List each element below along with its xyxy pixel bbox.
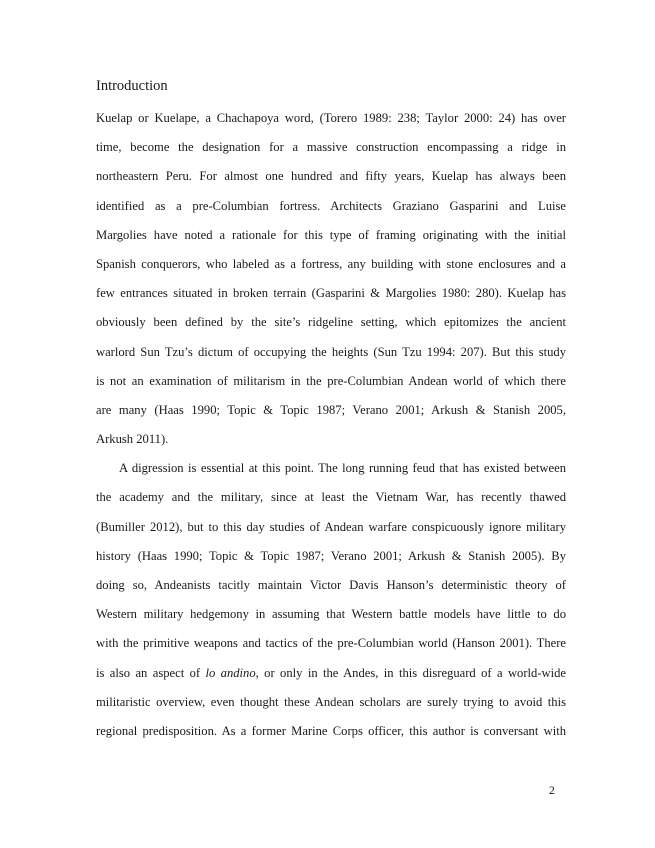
text-line: Spanish conquerors, who labeled as a fortress, any building with stone enclosures and a: [96, 256, 566, 271]
body-text: [96, 108, 566, 750]
text-line: are many (Haas 1990; Topic & Topic 1987; Verano 2001; Arkush & Stanish 2005,: [96, 402, 566, 417]
text-line: [96, 663, 566, 692]
text-line: A digression is essential at this point. The long running feud that has existed between: [119, 461, 566, 476]
text-line: Western military hedgemony in assuming that Western battle models have little to do: [96, 607, 566, 622]
text-line: militaristic overview, even thought these Andean scholars are surely trying to avoid this: [96, 694, 566, 709]
text-line: warlord Sun Tzu’s dictum of occupying the heights (Sun Tzu 1994: 207). But this study: [96, 344, 566, 359]
text-line: (Bumiller 2012), but to this day studies of Andean warfare conspicuously ignore military: [96, 519, 566, 534]
italic-term: lo andino,: [205, 665, 259, 680]
text-line: doing so, Andeanists tacitly maintain Victor Davis Hanson’s deterministic theory of: [96, 578, 566, 592]
paragraph: [96, 108, 566, 458]
text-line: obviously been defined by the site’s ridgeline setting, which epitomizes the ancient: [96, 315, 566, 330]
text-line: time, become the designation for a massive construction encompassing a ridge in: [96, 140, 566, 155]
text-line: few entrances situated in broken terrain (Gasparini & Margolies 1980: 280). Kuelap has: [96, 286, 566, 301]
paragraph: [96, 458, 566, 750]
text-line: the academy and the military, since at least the Vietnam War, has recently thawed: [96, 490, 566, 505]
text-line: history (Haas 1990; Topic & Topic 1987; Verano 2001; Arkush & Stanish 2005). By: [96, 548, 566, 563]
text-run: is also an aspect of: [96, 665, 206, 680]
text-line: with the primitive weapons and tactics of the pre-Columbian world (Hanson 2001). There: [96, 636, 566, 651]
text-line: Kuelap or Kuelape, a Chachapoya word, (Torero 1989: 238; Taylor 2000: 24) has over: [96, 111, 566, 125]
text-line: is not an examination of militarism in the pre-Columbian Andean world of which there: [96, 373, 566, 388]
text-line: Margolies have noted a rationale for this type of framing originating with the initial: [96, 227, 566, 242]
text-line: northeastern Peru. For almost one hundred and fifty years, Kuelap has always been: [96, 169, 566, 184]
text-run: or only in the Andes, in this disreguard of a world-wide: [258, 665, 567, 680]
text-line: regional predisposition. As a former Marine Corps officer, this author is conversant with: [96, 723, 566, 738]
page-number: 2: [549, 785, 555, 797]
text-line: identified as a pre-Columbian fortress. Architects Graziano Gasparini and Luise: [96, 198, 566, 213]
text-line: Arkush 2011).: [96, 432, 169, 447]
section-heading: Introduction: [96, 78, 168, 94]
